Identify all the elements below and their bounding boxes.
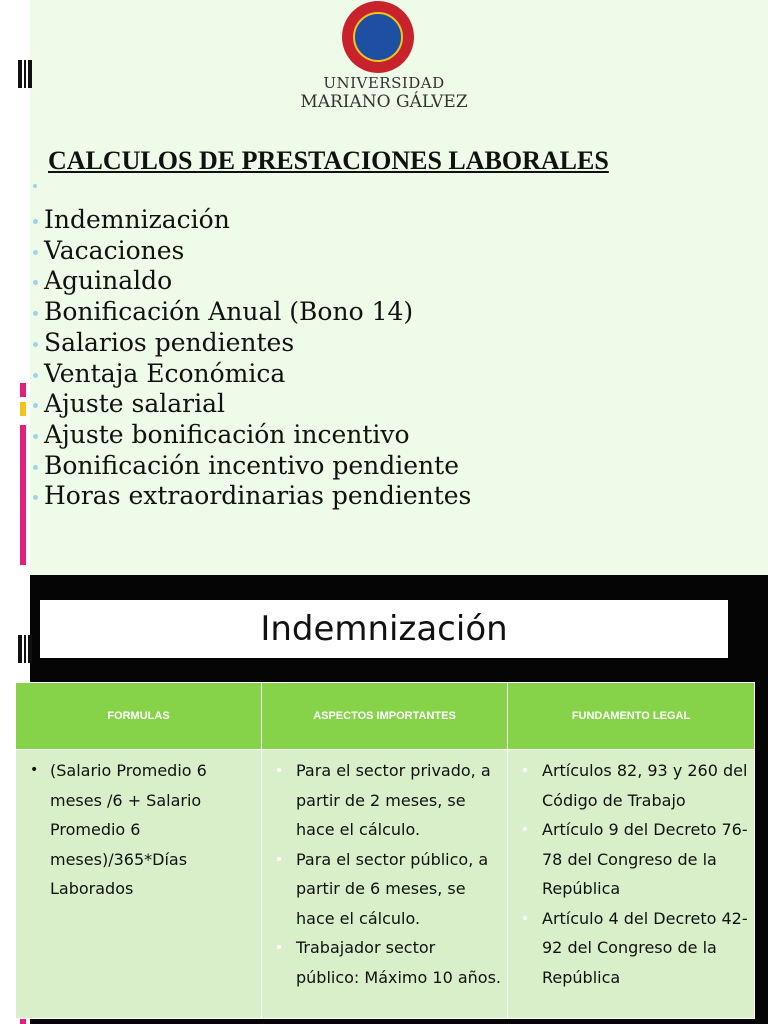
accent-bar-pink: [20, 425, 26, 565]
slide-title: Indemnización: [260, 609, 508, 649]
page-title: CALCULOS DE PRESTACIONES LABORALES: [48, 146, 609, 175]
slide-title-box: [40, 600, 728, 658]
list-item: Bonificación incentivo pendiente: [32, 451, 471, 482]
corner-bracket-icon: [18, 635, 32, 663]
cell-formulas: [16, 750, 262, 1019]
fundamento-item: Artículos 82, 93 y 260 del Código de Trabajo: [520, 756, 748, 815]
university-name-line2: MARIANO GÁLVEZ: [300, 92, 468, 112]
list-item: Salarios pendientes: [32, 328, 471, 359]
corner-bracket-icon: [18, 60, 32, 88]
list-item: Vacaciones: [32, 236, 471, 267]
list-item: Horas extraordinarias pendientes: [32, 481, 471, 512]
header-formulas: FORMULAS: [16, 683, 262, 750]
cell-fundamento: [508, 750, 755, 1019]
cell-aspectos: [262, 750, 508, 1019]
aspecto-item: Para el sector público, a partir de 6 meses, se hace el cálculo.: [274, 845, 501, 934]
list-item: Indemnización: [32, 205, 471, 236]
university-seal-icon: [342, 1, 414, 73]
list-item: Ajuste salarial: [32, 389, 471, 420]
list-item: Aguinaldo: [32, 266, 471, 297]
accent-bar-yellow: [20, 402, 26, 416]
fundamento-item: Artículo 4 del Decreto 42-92 del Congreso de la República: [520, 904, 748, 993]
header-aspectos: ASPECTOS IMPORTANTES: [262, 683, 508, 750]
empty-bullet: [33, 184, 37, 188]
university-name-line1: UNIVERSIDAD: [323, 74, 445, 92]
fundamento-item: Artículo 9 del Decreto 76-78 del Congreso de la República: [520, 815, 748, 904]
table-header-row: [16, 683, 755, 750]
slide-indemnizacion: [0, 575, 768, 1024]
prestaciones-list: [32, 205, 471, 512]
university-logo: [286, 0, 482, 120]
header-fundamento: FUNDAMENTO LEGAL: [508, 683, 755, 750]
accent-bar-pink-top: [20, 383, 26, 397]
formula-item: • (Salario Promedio 6 meses /6 + Salario Promedio 6 meses)/365*Días Laborados: [28, 756, 255, 904]
indemnizacion-table: [15, 682, 755, 1019]
list-item: Ventaja Económica: [32, 359, 471, 390]
list-item: Ajuste bonificación incentivo: [32, 420, 471, 451]
aspecto-item: Trabajador sector público: Máximo 10 años.: [274, 933, 501, 992]
aspecto-item: Para el sector privado, a partir de 2 meses, se hace el cálculo.: [274, 756, 501, 845]
table-row: [16, 750, 755, 1019]
list-item: Bonificación Anual (Bono 14): [32, 297, 471, 328]
